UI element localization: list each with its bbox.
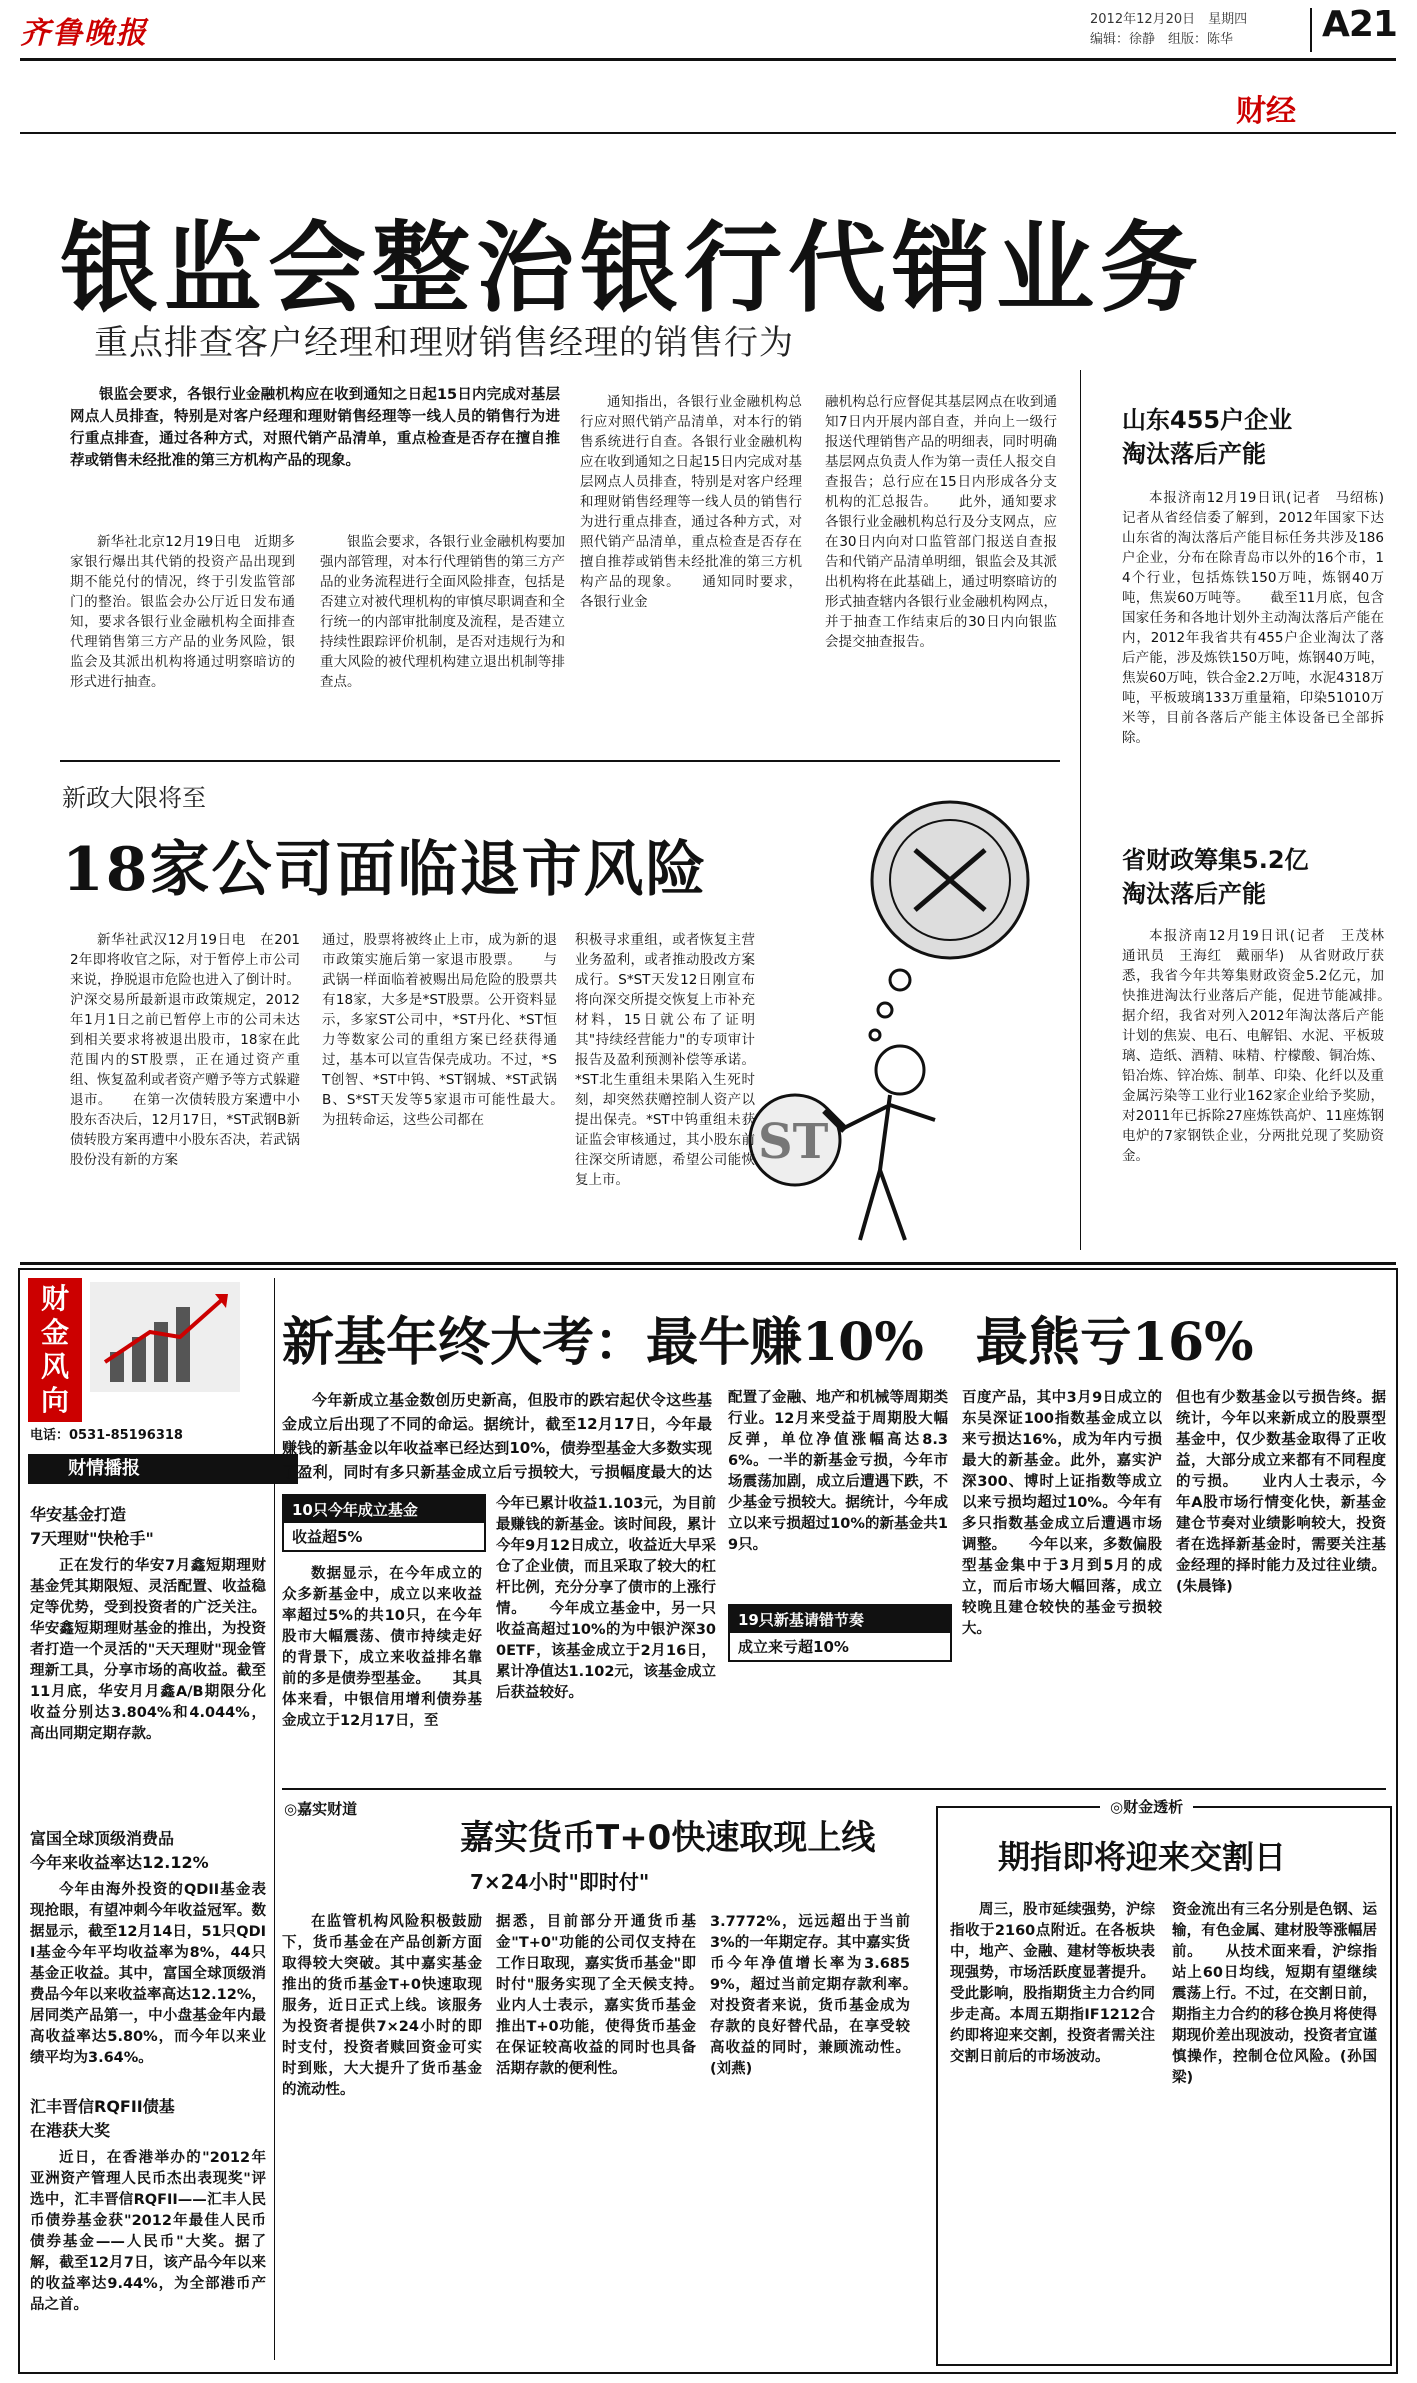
page-number: A21 (1322, 4, 1397, 45)
fund-column-2: 今年已累计收益1.103元，为目前最赚钱的新基金。该时间段，累计今年9月12日成立，收益近大早采仓了企业债，而且采取了较大的杠杆比例，充分分享了债市的上涨行情。 今年成立基金中，另一只收益高超过10%的为中银沪深300ETF，该基金成立于2月16日，累计净值达1.102元，该基金成立后获益较好。 (496, 1496, 716, 1701)
brief-2-body: 本报济南12月19日讯(记者 王茂林 通讯员 王海红 戴丽华) 从省财政厅获悉，我省今年共筹集财政资金5.2亿元，加快推进淘汰行业落后产能，促进节能减排。 据介绍，我省对列入2012年淘汰落后产能计划的焦炭、电石、电解铝、水泥、平板玻璃、造纸、酒精、味精、柠檬酸、铜冶炼、铅冶炼、锌冶炼、制革、印染、化纤以及重金属污染等工业行业162家企业给予奖励，对2011年已拆除27座炼铁高炉、11座炼钢电炉的7家钢铁企业，分两批兑现了奖励资金。 (1122, 928, 1384, 1164)
fund-column-3b: 百度产品，其中3月9日成立的东吴深证100指数基金成立以来亏损达16%，成为年内亏损最大的新基金。此外，嘉实沪深300、博时上证指数等成立以来亏损均超过10%。今年有多只指数基金成立后遭遇市场调整。 今年以来，多数偏股型基金集中于3月到5月的成立，而后市场大幅回落，成立较晚且建仓较快的基金亏损较大。 (962, 1390, 1162, 1637)
moneyfund-column-tag (284, 1798, 357, 1819)
news-item-2-body: 今年由海外投资的QDII基金表现抢眼，有望冲刺今年收益冠军。数据显示，截至12月14日，51只QDII基金今年平均收益率为8%，44只基金正收益。其中，富国全球顶级消费品今年以来收益率高达12.12%，居同类产品第一，中小盘基金年内最高收益率达5.80%，而今年以来业绩平均为3.64%。 (30, 1882, 266, 2066)
lead-column-3: 通知指出，各银行业金融机构总行应对照代销产品清单，对本行的销售系统进行自查。各银行业金融机构应在收到通知之日起15日内完成对基层网点人员排查，特别是对客户经理和理财销售经理等一线人员的销售行为进行重点排查，通过各种方式，对照代销产品清单，重点检查是否存在擅自推荐或销售未经批准的第三方机构产品的现象。 通知同时要求，各银行业金 (580, 394, 802, 610)
hotline-row (30, 1424, 183, 1443)
futures-column-2: 资金流出有三名分别是色钢、运输，有色金属、建材股等涨幅居前。 从技术面来看，沪综指站上60日均线，短期有望继续震荡上行。不过，在交割日前，期指主力合约的移仓换月将使得期现价差出现波动，投资者宜谨慎操作，控制仓位风险。(孙国梁) (1172, 1902, 1377, 2086)
hotline-number: 0531-85196318 (69, 1428, 183, 1443)
fund-column-1: 数据显示，在今年成立的众多新基金中，成立以来收益率超过5%的共10只，在今年股市大幅震荡、债市持续走好的背景下，成立来收益排名靠前的多是债券型基金。 其具体来看，中银信用增利债券基金成立于12月17日，至 (282, 1566, 482, 1729)
fund-box-1-title: 10只今年成立基金 (284, 1496, 484, 1523)
issue-date: 2012年12月20日 星期四 (1090, 12, 1248, 27)
moneyfund-headline: 嘉实货币T+0快速取现上线 (460, 1818, 876, 1858)
moneyfund-column-3: 3.7772%，远远超出于当前3%的一年期定存。其中嘉实货币今年净值增长率为3.6859%，超过当前定期存款利率。 对投资者来说，货币基金成为存款的良好替代品，在享受较高收益的同时，兼顾流动性。(刘燕) (710, 1914, 910, 2077)
person-head-icon (876, 1046, 924, 1094)
lead-column-2: 银监会要求，各银行业金融机构要加强内部管理，对本行代理销售的第三方产品的业务流程进行全面风险排查，包括是否建立对被代理机构的审慎尽职调查和全行统一的内部审批制度及流程，是否建立持续性跟踪评价机制，是否对违规行为和重大风险的被代理机构建立退出机制等排查点。 (320, 534, 565, 690)
futures-column-tag (1100, 1796, 1193, 1817)
fund-column-3: 配置了金融、地产和机械等周期类行业。12月来受益于周期股大幅反弹，单位净值涨幅高达8.36%。一半的新基金亏损，今年市场震荡加剧，成立后遭遇下跌，不少基金亏损较大。据统计，今年成立以来亏损超过10%的新基金共19只。 (728, 1390, 948, 1553)
top-half-bottom-rule (20, 1262, 1396, 1265)
futures-tag-text: 财金透析 (1123, 1798, 1184, 1816)
lead-story-rule (60, 760, 1060, 762)
fund-box-2-title: 19只新基请错节奏 (730, 1606, 950, 1633)
delist-headline: 18家公司面临退市风险 (62, 835, 708, 905)
fund-headline: 新基年终大考：最牛赚10% 最熊亏16% (282, 1312, 1254, 1373)
news-column-divider (274, 1278, 275, 2360)
fund-story-rule (282, 1788, 1386, 1790)
page-editors: 编辑：徐静 组版：陈华 (1090, 32, 1234, 47)
brief-2-title-line2: 淘汰落后产能 (1122, 880, 1266, 908)
futures-tag-icon: ◎ (1110, 1798, 1124, 1816)
moneyfund-column-1: 在监管机构风险积极鼓励下，货币基金在产品创新方面取得较大突破。其中嘉实基金推出的货币基金T+0快速取现服务，近日正式上线。该服务为投资者提供7×24小时的即时支付，投资者赎回资金可实时到账，大大提升了货币基金的流动性。 (282, 1914, 482, 2098)
news-item-3-title-1: 汇丰晋信RQFII债基 (30, 2097, 175, 2116)
moneyfund-tag-icon: ◎ (284, 1800, 298, 1818)
moneyfund-tag-text: 嘉实财道 (297, 1800, 358, 1818)
header-divider-vertical (1310, 8, 1312, 52)
newspaper-logo: 齐鲁晚报 (20, 16, 148, 51)
lead-summary: 银监会要求，各银行业金融机构应在收到通知之日起15日内完成对基层网点人员排查，特别是对客户经理和理财销售经理等一线人员的销售行为进行重点排查，通过各种方式，对照代销产品清单，重点检查是否存在擅自推荐或销售未经批准的第三方机构产品的现象。 (70, 387, 560, 469)
fund-box-1-label (282, 1494, 486, 1552)
delist-kicker: 新政大限将至 (62, 784, 206, 812)
news-brief-label: 财情播报 (28, 1454, 298, 1484)
news-item-2-title-1: 富国全球顶级消费品 (30, 1829, 175, 1848)
side-column-divider (1080, 370, 1081, 1250)
st-mark: ST (758, 1114, 829, 1170)
lead-subheadline: 重点排查客户经理和理财销售经理的销售行为 (94, 323, 794, 363)
lead-headline: 银监会整治银行代销业务 (60, 211, 1205, 326)
finance-band-badge: 财金风向 (28, 1278, 82, 1422)
futures-headline: 期指即将迎来交割日 (998, 1838, 1287, 1876)
trend-chart-icon (90, 1282, 240, 1392)
news-item-2-title-2: 今年来收益率达12.12% (30, 1853, 209, 1872)
news-item-1-title-2: 7天理财"快枪手" (30, 1529, 154, 1548)
brief-2-title-line1: 省财政筹集5.2亿 (1122, 846, 1309, 874)
lead-column-4: 融机构总行应督促其基层网点在收到通知7日内开展内部自查，并向上一级行报送代理销售产品的明细表，同时明确基层网点负责人作为第一责任人报交自查报告；总行应在15日内形成各分支机构的汇总报告。 此外，通知要求各银行业金融机构总行及分支网点，应在30日内向对口监管部门报送自查报告和代销产品清单明细，银监会及其派出机构将在此基础上，通过明察暗访的形式抽查辖内各银行业金融机构网点，并于抽查工作结束后的30日内向银监会提交抽查报告。 (825, 394, 1057, 650)
fund-column-5: 但也有少数基金以亏损告终。据统计，今年以来新成立的股票型基金中，仅少数基金取得了正收益，大部分成立来都有不同程度的亏损。 业内人士表示，今年A股市场行情变化快，新基金建仓节奏对业绩影响较大，投资者在选择新基金时，需要关注基金经理的择时能力及过往业绩。(朱晨锋) (1176, 1390, 1386, 1595)
moneyfund-subheadline: 7×24小时"即时付" (470, 1870, 650, 1894)
hotline-label: 电话： (30, 1428, 70, 1443)
news-item-3-title-2: 在港获大奖 (30, 2121, 111, 2140)
fund-box-2-sub: 成立来亏超10% (738, 1638, 849, 1656)
delist-column-3: 积极寻求重组，或者恢复主营业务盈利，或者推动股改方案成行。S*ST天发12日刚宣布将向深交所提交恢复上市补充材料，15日就公布了证明其"持续经营能力"的专项审计报告及盈利预测补偿等承诺。*ST北生重组未果陷入生死时刻，却突然获赠控制人资产以提出保壳。*ST中钨重组未获证监会审核通过，其小股东前往深交所请愿，希望公司能恢复上市。 (575, 932, 755, 1188)
news-item-1-title-1: 华安基金打造 (30, 1505, 127, 1524)
section-label: 财经 (1236, 94, 1296, 129)
brief-1-title-line2: 淘汰落后产能 (1122, 440, 1266, 468)
lead-column-1: 新华社北京12月19日电 近期多家银行爆出其代销的投资产品出现到期不能兑付的情况，终于引发监管部门的整治。银监会办公厅近日发布通知，要求各银行业金融机构全面排查代理销售第三方产品的业务风险，银监会及其派出机构将通过明察暗访的形式进行抽查。 (70, 534, 295, 690)
section-rule (20, 132, 1396, 134)
moneyfund-column-2: 据悉，目前部分开通货币基金"T+0"功能的公司仅支持在工作日取现，嘉实货币基金"即时付"服务实现了全天候支持。 业内人士表示，嘉实货币基金推出T+0功能，使得货币基金在保证较高收益的同时也具备活期存款的便利性。 (496, 1914, 696, 2077)
fund-box-2-label (728, 1604, 952, 1662)
brief-1-title-line1: 山东455户企业 (1122, 406, 1293, 434)
fund-lead: 今年新成立基金数创历史新高，但股市的跌宕起伏令这些基金成立后出现了不同的命运。据统计，截至12月17日，今年最赚钱的新基金以年收益率已经达到10%，债券型基金大多数实现了盈利，同时有多只新基金成立后亏损较大，亏损幅度最大的达 (282, 1391, 712, 1481)
news-item-3-body: 近日，在香港举办的"2012年亚洲资产管理人民币杰出表现奖"评选中，汇丰晋信RQFII——汇丰人民币债券基金获"2012年最佳人民币债券基金——人民币"大奖。据了解，截至12月7日，该产品今年以来的收益率达9.44%，为全部港币产品之首。 (30, 2150, 266, 2313)
delist-column-2: 通过，股票将被终止上市，成为新的退市政策实施后第一家退市股票。 与武锅一样面临着被赐出局危险的股票共有18家，大多是*ST股票。公开资料显示，多家ST公司中，*ST丹化、*ST恒力等数家公司的重组方案已经获得通过，基本可以宣告保壳成功。不过，*ST创智、*ST中钨、*ST钢城、*ST武锅B、S*ST天发等5家退市可能性最大。 为扭转命运，这些公司都在 (322, 932, 557, 1128)
brief-1-body: 本报济南12月19日讯(记者 马绍栋) 记者从省经信委了解到，2012年国家下达山东省的淘汰落后产能目标任务共涉及186户企业，分布在除青岛市以外的16个市，14个行业，包括炼铁150万吨，炼钢40万吨，焦炭60万吨等。 截至11月底，包含国家任务和各地计划外主动淘汰落后产能在内，2012年我省共有455户企业淘汰了落后产能，涉及炼铁150万吨，炼钢40万吨，焦炭60万吨，铁合金2.2万吨，水泥4318万吨，平板玻璃133万重量箱，印染51010万米等，目前各落后产能主体设备已全部拆除。 (1122, 490, 1384, 746)
header-rule (20, 58, 1396, 61)
delist-column-1: 新华社武汉12月19日电 在2012年即将收官之际，对于暂停上市公司来说，挣脱退市危险也进入了倒计时。沪深交易所最新退市政策规定，2012年1月1日之前已暂停上市的公司未达到相关要求将被退出股市，18家在此范围内的ST股票，正在通过资产重组、恢复盈利或者资产赠予等方式躲避退市。 在第一次债转股方案遭中小股东否决后，12月17日，*ST武钢B新债转股方案再遭中小股东否决，若武锅股份没有新的方案 (70, 932, 300, 1168)
futures-column-1: 周三，股市延续强势，沪综指收于2160点附近。在各板块中，地产、金融、建材等板块表现强势，市场活跃度显著提升。受此影响，股指期货主力合约同步走高。本周五期指IF1212合约即将迎来交割，投资者需关注交割日前后的市场波动。 (950, 1902, 1155, 2065)
news-item-1-body: 正在发行的华安7月鑫短期理财基金凭其期限短、灵活配置、收益稳定等优势，受到投资者的广泛关注。华安鑫短期理财基金的推出，为投资者打造一个灵活的"天天理财"现金管理新工具，分享市场的高收益。截至11月底，华安月月鑫A/B期限分化收益分别达3.804%和4.044%，高出同期定期存款。 (30, 1558, 266, 1742)
fund-box-1-sub: 收益超5% (292, 1528, 363, 1546)
